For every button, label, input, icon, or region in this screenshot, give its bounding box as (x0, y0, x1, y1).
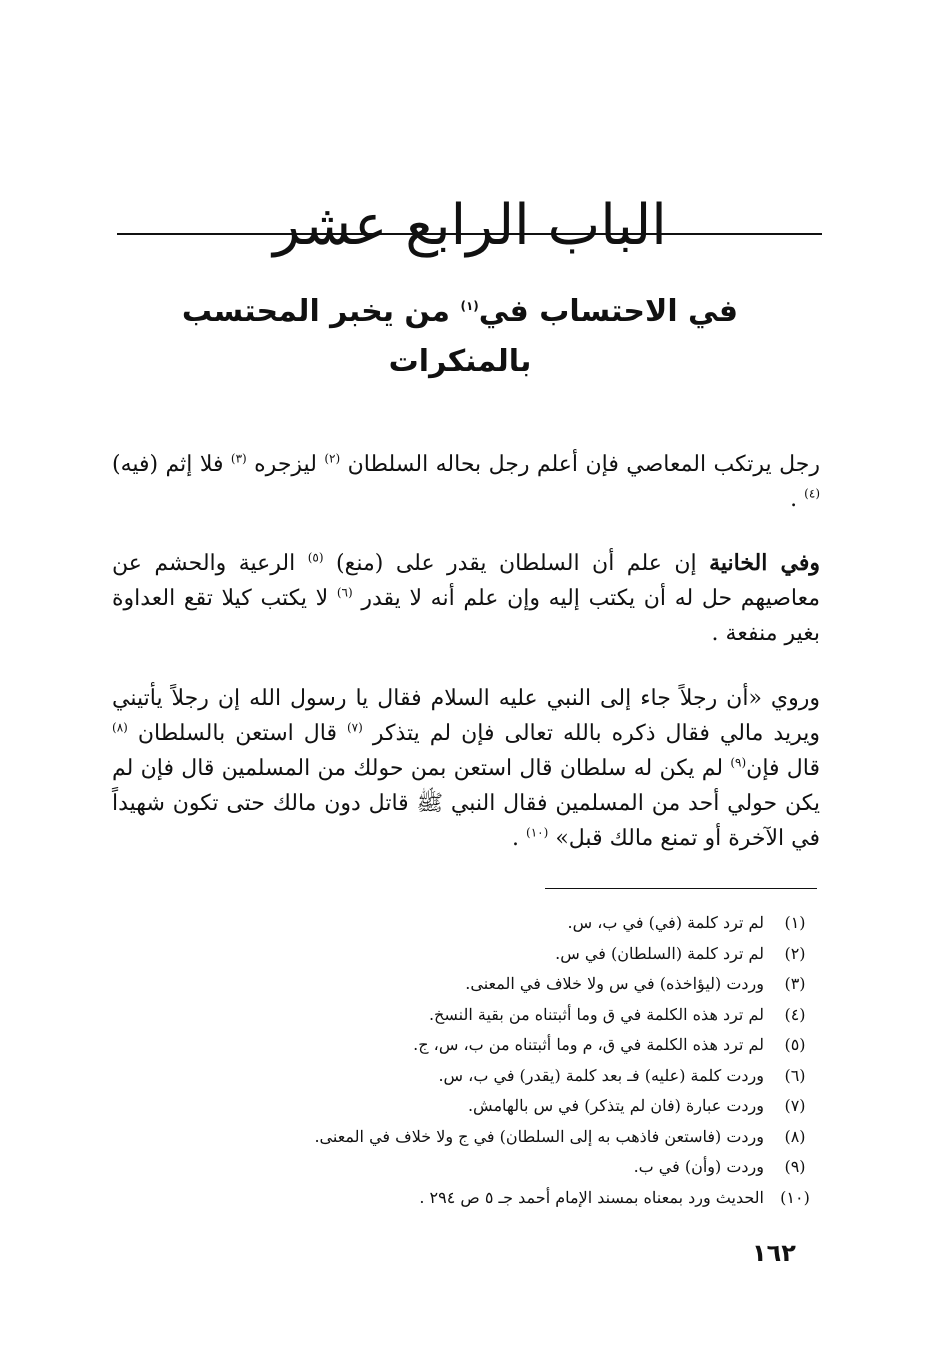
section-title (150, 287, 770, 379)
section-title-part-1: في الاحتساب في (478, 293, 739, 329)
footnote-ref: (٣) (230, 451, 247, 466)
footnote-number: (٦) (784, 1065, 806, 1085)
footnote-ref: (١٠) (526, 825, 549, 840)
footnote-number: (١) (784, 913, 806, 932)
paragraph-1 (112, 447, 820, 517)
footnote-text: وردت (وأن) في ب. (633, 1157, 764, 1176)
footnote-ref: (٩) (730, 755, 747, 770)
footnote-number: (٧) (784, 1096, 806, 1115)
footnote-ref: (٧) (346, 720, 363, 735)
source-name: وفي الخانية (709, 550, 820, 576)
footnote (200, 939, 820, 970)
footnote (200, 1122, 820, 1153)
section-title-part-2: من يخبر المحتسب بالمنكرات (181, 293, 532, 379)
page-number: ١٦٢ (752, 1239, 796, 1267)
footnote-text: وردت (ليؤاخذه) في س ولا خلاف في المعنى. (465, 974, 764, 993)
title-divider (117, 233, 822, 235)
footnote (200, 1000, 820, 1031)
footnote-text: وردت كلمة (عليه) فـ بعد كلمة (يقدر) في ب، س. (438, 1065, 764, 1085)
footnote-ref: (٢) (324, 451, 341, 466)
footnote (200, 908, 820, 939)
paragraph-text: فلا إثم (فيه) (112, 452, 224, 477)
footnote-number: (٣) (784, 974, 806, 993)
paragraph-text: رجل يرتكب المعاصي فإن أعلم رجل بحاله السلطان (347, 452, 820, 477)
footnote-text: لم ترد هذه الكلمة في ق وما أثبتناه من بقية النسخ. (428, 1004, 764, 1024)
footnote-number: (٩) (784, 1157, 806, 1176)
footnote-number: (٥) (784, 1035, 806, 1054)
footnote-number: (١٠) (780, 1187, 810, 1207)
paragraph-text: . (790, 487, 798, 512)
footnote-text: الحديث ورد بمعناه بمسند الإمام أحمد جـ ٥ ص ٢٩٤ . (419, 1187, 764, 1207)
footnote-number: (٨) (784, 1126, 806, 1146)
footnote-text: وردت (فاستعن فاذهب به إلى السلطان) في ج ولا خلاف في المعنى. (314, 1126, 764, 1146)
paragraph-text: قال فإن (746, 756, 820, 781)
paragraph-3 (112, 681, 820, 856)
paragraph-text: إن علم أن السلطان يقدر على (منع) (336, 551, 697, 576)
footnote-text: لم ترد كلمة (السلطان) في س. (555, 943, 764, 963)
footnote (200, 1030, 820, 1061)
footnote (200, 1183, 820, 1214)
footnote-text: وردت عبارة (فان لم يتذكر) في س بالهامش. (467, 1096, 764, 1115)
footnote-ref: (٨) (112, 720, 128, 735)
footnote-text: لم ترد كلمة (في) في ب، س. (567, 913, 764, 932)
footnote (200, 1061, 820, 1092)
paragraph-text: وروي «أن رجلاً جاء إلى النبي عليه السلام فقال يا رسول الله إن رجلاً يأتيني ويريد مالي فقال ذكره بالله تعالى فإن لم يتذكر (112, 686, 820, 746)
footnote (200, 1091, 820, 1122)
paragraph-text: الرعية والحشم عن معاصيهم حل له أن يكتب إليه وإن علم أنه لا يقدر (112, 551, 820, 611)
footnotes-list (200, 908, 820, 1213)
footnote-ref: (٤) (804, 486, 820, 501)
footnote-number: (٤) (784, 1004, 806, 1024)
paragraph-text: ليزجره (254, 452, 317, 477)
footnote (200, 1152, 820, 1183)
chapter-title: الباب الرابع عشر (273, 192, 667, 258)
paragraph-text: . (512, 826, 520, 851)
footnote-ref: (١) (460, 298, 479, 313)
paragraph-text: قال استعن بالسلطان (137, 721, 337, 746)
paragraph-2 (112, 546, 820, 651)
footnote-ref: (٦) (336, 585, 353, 600)
footnote-divider (545, 888, 817, 889)
paragraph-text: لم يكن له سلطان قال استعن بمن حولك من المسلمين قال فإن لم يكن حولي أحد من المسلمين فقال النبي ﷺ قاتل دون مالك حتى تكون شهيداً في الآخرة أو تمنع مالك قبل» (112, 756, 820, 851)
paragraph-text: لا يكتب كيلا تقع العداوة بغير منفعة . (112, 586, 820, 646)
footnote-ref: (٥) (307, 550, 324, 565)
footnote-number: (٢) (784, 943, 806, 963)
footnote-text: لم ترد هذه الكلمة في ق، م وما أثبتناه من ب، س، ج. (413, 1035, 764, 1054)
footnote (200, 969, 820, 1000)
